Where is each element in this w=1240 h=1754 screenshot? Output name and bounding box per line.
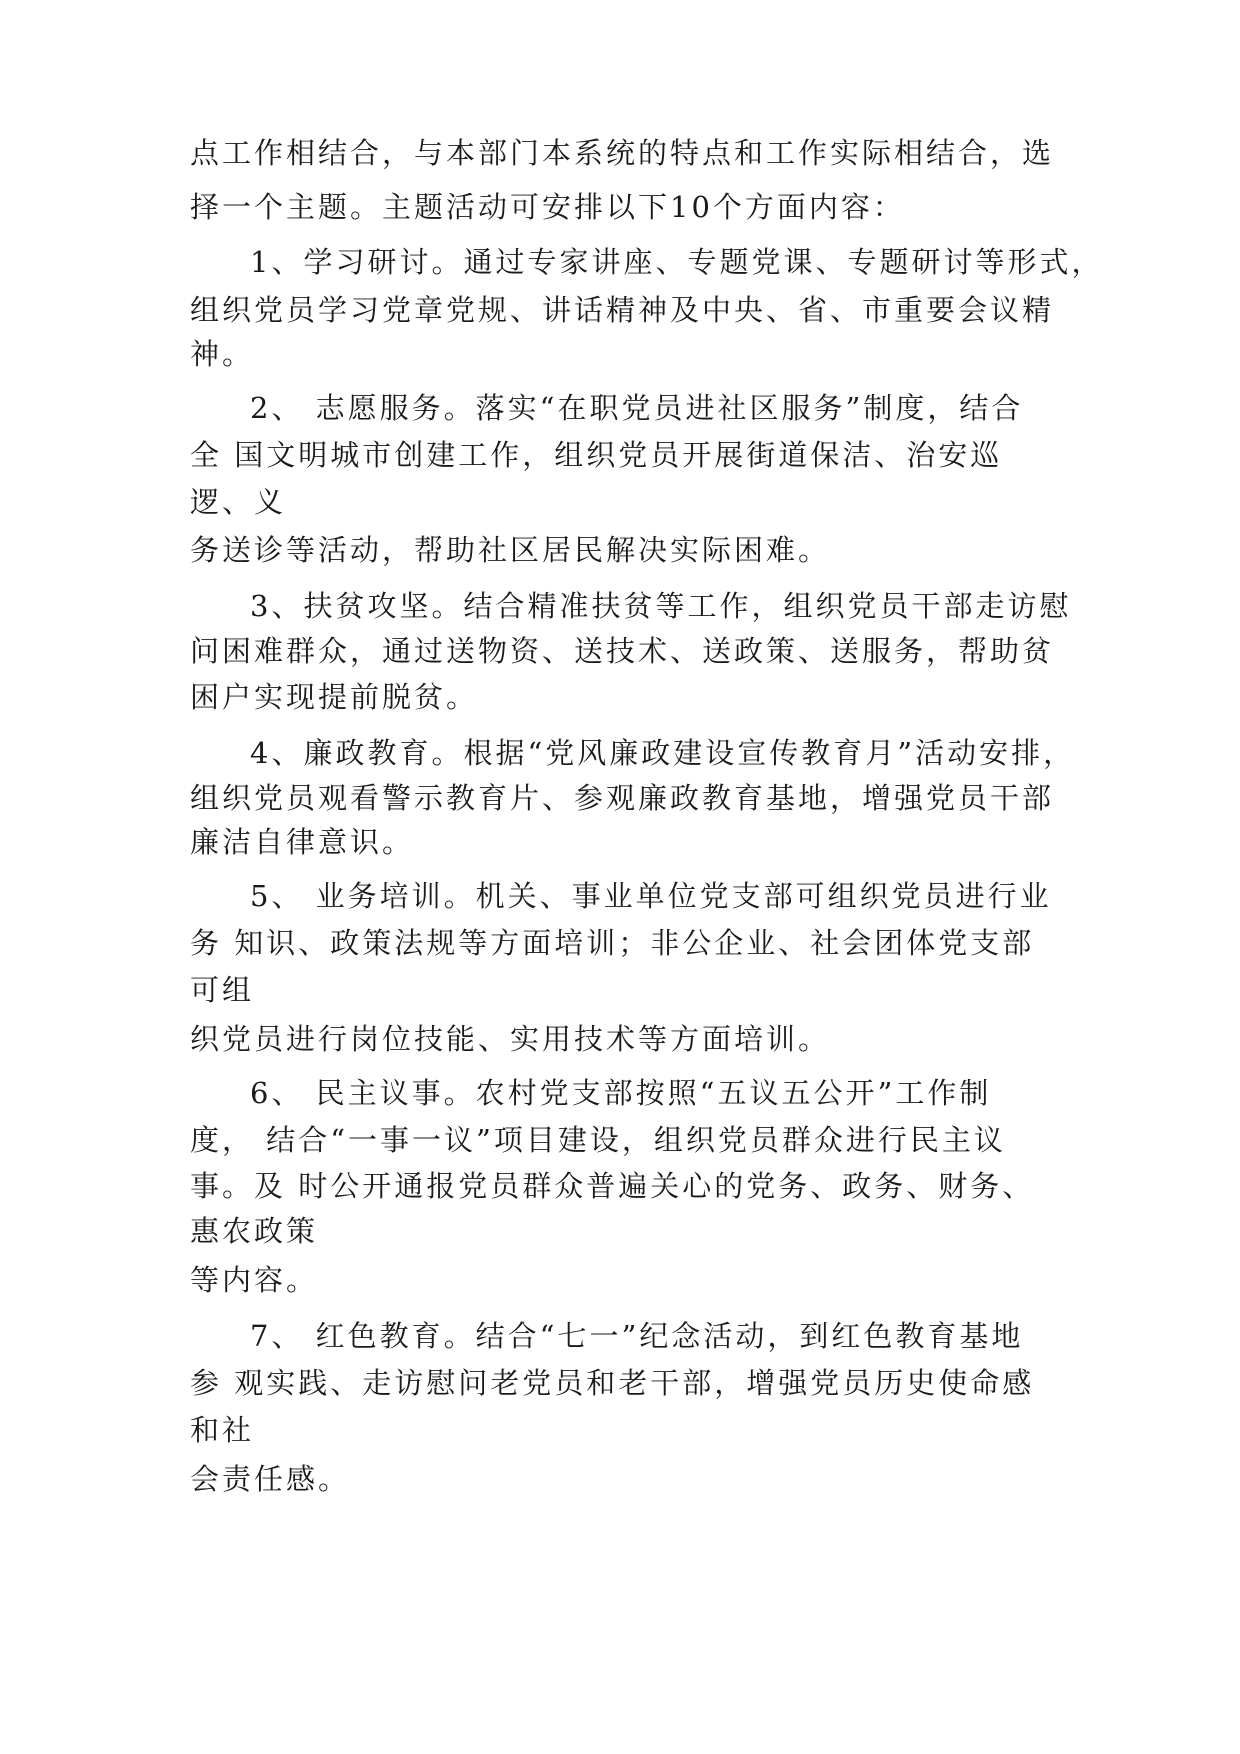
text-line: 问困难群众，通过送物资、送技术、送政策、送服务，帮助贫 [190,634,1055,668]
text-line: 点工作相结合，与本部门本系统的特点和工作实际相结合，选 [190,136,1055,170]
item-5-line: 5、 业务培训。机关、事业单位党支部可组织党员进行业 [250,879,1052,913]
item-3-line: 3、扶贫攻坚。结合精准扶贫等工作，组织党员干部走访慰 [250,589,1072,623]
text-line: 度， 结合“一事一议”项目建设，组织党员群众进行民主议 [190,1123,1006,1157]
text-line: 等内容。 [190,1263,319,1297]
text-line: 组织党员学习党章党规、讲话精神及中央、省、市重要会议精 [190,293,1055,327]
text-line: 务送诊等活动，帮助社区居民解决实际困难。 [190,533,831,567]
text-line: 廉洁自律意识。 [190,825,415,859]
text-line: 和社 [190,1413,255,1447]
text-line: 神。 [190,337,255,371]
text-line: 务 知识、政策法规等方面培训；非公企业、社会团体党支部 [190,926,1035,960]
item-1-line: 1、学习研讨。通过专家讲座、专题党课、专题研讨等形式， [250,245,1104,279]
text-line: 事。及 时公开通报党员群众普遍关心的党务、政务、财务、 [190,1169,1035,1203]
text-line: 会责任感。 [190,1462,351,1496]
item-4-line: 4、廉政教育。根据“党风廉政建设宣传教育月”活动安排， [250,736,1076,770]
text-line: 困户实现提前脱贫。 [190,680,479,714]
text-line: 择一个主题。主题活动可安排以下10个方面内容： [190,190,905,224]
text-line: 可组 [190,973,255,1007]
text-line: 逻、义 [190,485,287,519]
item-7-line: 7、 红色教育。结合“七一”纪念活动，到红色教育基地 [250,1319,1024,1353]
text-line: 参 观实践、走访慰问老党员和老干部，增强党员历史使命感 [190,1366,1035,1400]
item-6-line: 6、 民主议事。农村党支部按照“五议五公开”工作制 [250,1076,992,1110]
text-line: 织党员进行岗位技能、实用技术等方面培训。 [190,1022,831,1056]
text-line: 组织党员观看警示教育片、参观廉政教育基地，增强党员干部 [190,781,1055,815]
text-line: 全 国文明城市创建工作，组织党员开展街道保洁、治安巡 [190,438,1003,472]
text-line: 惠农政策 [190,1214,319,1248]
item-2-line: 2、 志愿服务。落实“在职党员进社区服务”制度，结合 [250,391,1024,425]
